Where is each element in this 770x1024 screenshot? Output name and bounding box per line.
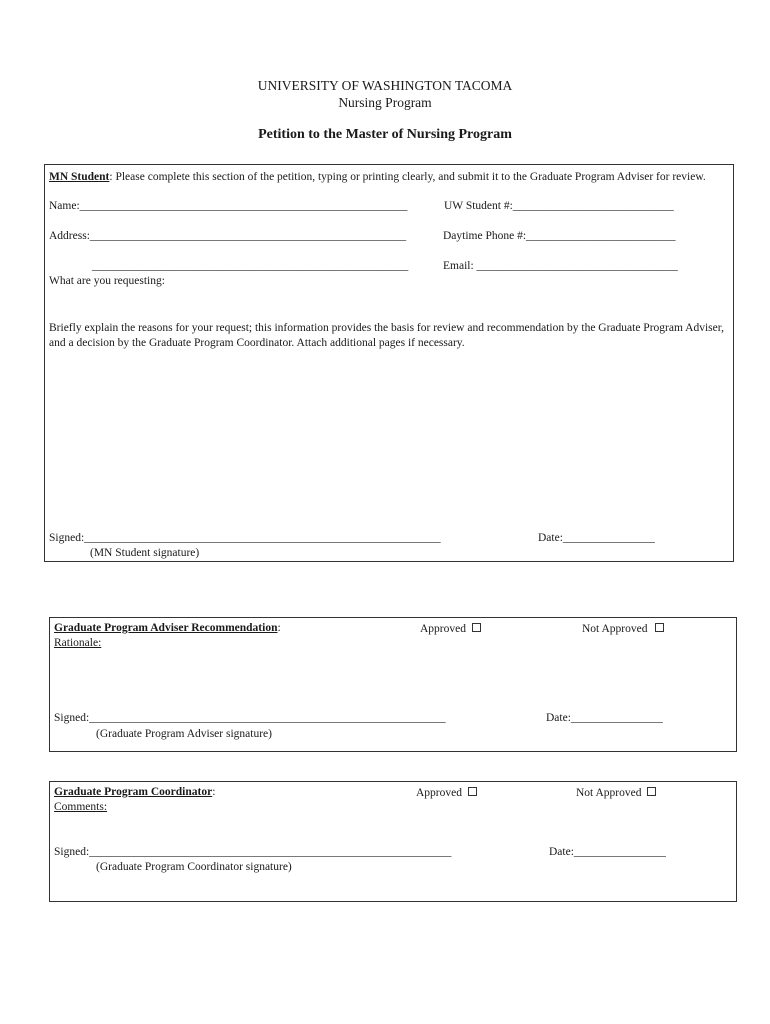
student-instructions-text: : Please complete this section of the petition, typing or printing clearly, and submit it to the Graduate Program Adviser for review. <box>109 171 706 183</box>
comments-label: Comments: <box>54 801 108 813</box>
adviser-signed-field[interactable]: Signed:______________________________________________________________ <box>54 712 446 724</box>
daytime-phone-field[interactable]: Daytime Phone #:__________________________ <box>443 230 676 242</box>
email-field[interactable]: Email: ___________________________________ <box>443 260 678 272</box>
coordinator-signed-field[interactable]: Signed:_______________________________________________________________ <box>54 846 452 858</box>
rationale-label: Rationale: <box>54 637 102 649</box>
adviser-date-field[interactable]: Date:________________ <box>546 712 663 724</box>
address-line2-field[interactable]: _______________________________________________________ <box>92 260 409 272</box>
student-signature-caption: (MN Student signature) <box>90 547 200 559</box>
program-name: Nursing Program <box>338 95 432 110</box>
uw-student-number-field[interactable]: UW Student #:____________________________ <box>444 200 674 212</box>
checkbox-icon[interactable] <box>468 787 477 796</box>
adviser-heading: Graduate Program Adviser Recommendation: <box>54 622 281 634</box>
coordinator-heading: Graduate Program Coordinator: <box>54 786 216 798</box>
address-field[interactable]: Address:_______________________________________________________ <box>49 230 407 242</box>
page-title: Petition to the Master of Nursing Program <box>258 127 512 142</box>
student-date-field[interactable]: Date:________________ <box>538 532 655 544</box>
coordinator-section <box>49 781 737 902</box>
coordinator-date-field[interactable]: Date:________________ <box>549 846 666 858</box>
adviser-not-approved-option[interactable]: Not Approved <box>582 623 664 636</box>
checkbox-icon[interactable] <box>655 623 664 632</box>
adviser-approved-option[interactable]: Approved <box>420 623 481 636</box>
university-name: UNIVERSITY OF WASHINGTON TACOMA <box>257 78 513 93</box>
student-section <box>44 164 734 562</box>
coordinator-not-approved-option[interactable]: Not Approved <box>576 787 656 800</box>
coordinator-approved-option[interactable]: Approved <box>416 787 477 800</box>
adviser-section <box>49 617 737 752</box>
student-signed-field[interactable]: Signed:______________________________________________________________ <box>49 532 441 544</box>
requesting-label: What are you requesting: <box>49 275 165 287</box>
explain-text: Briefly explain the reasons for your request; this information provides the basis for review and recommendation by the Graduate Program Adviser, and a decision by the Graduate Program Coordinator. Attach additional pages if necessary. <box>49 322 724 349</box>
adviser-signature-caption: (Graduate Program Adviser signature) <box>96 728 272 740</box>
student-instructions <box>49 170 729 185</box>
name-field[interactable]: Name:_________________________________________________________ <box>49 200 408 212</box>
student-heading: MN Student <box>49 171 110 183</box>
coordinator-signature-caption: (Graduate Program Coordinator signature) <box>96 861 292 873</box>
checkbox-icon[interactable] <box>472 623 481 632</box>
checkbox-icon[interactable] <box>647 787 656 796</box>
